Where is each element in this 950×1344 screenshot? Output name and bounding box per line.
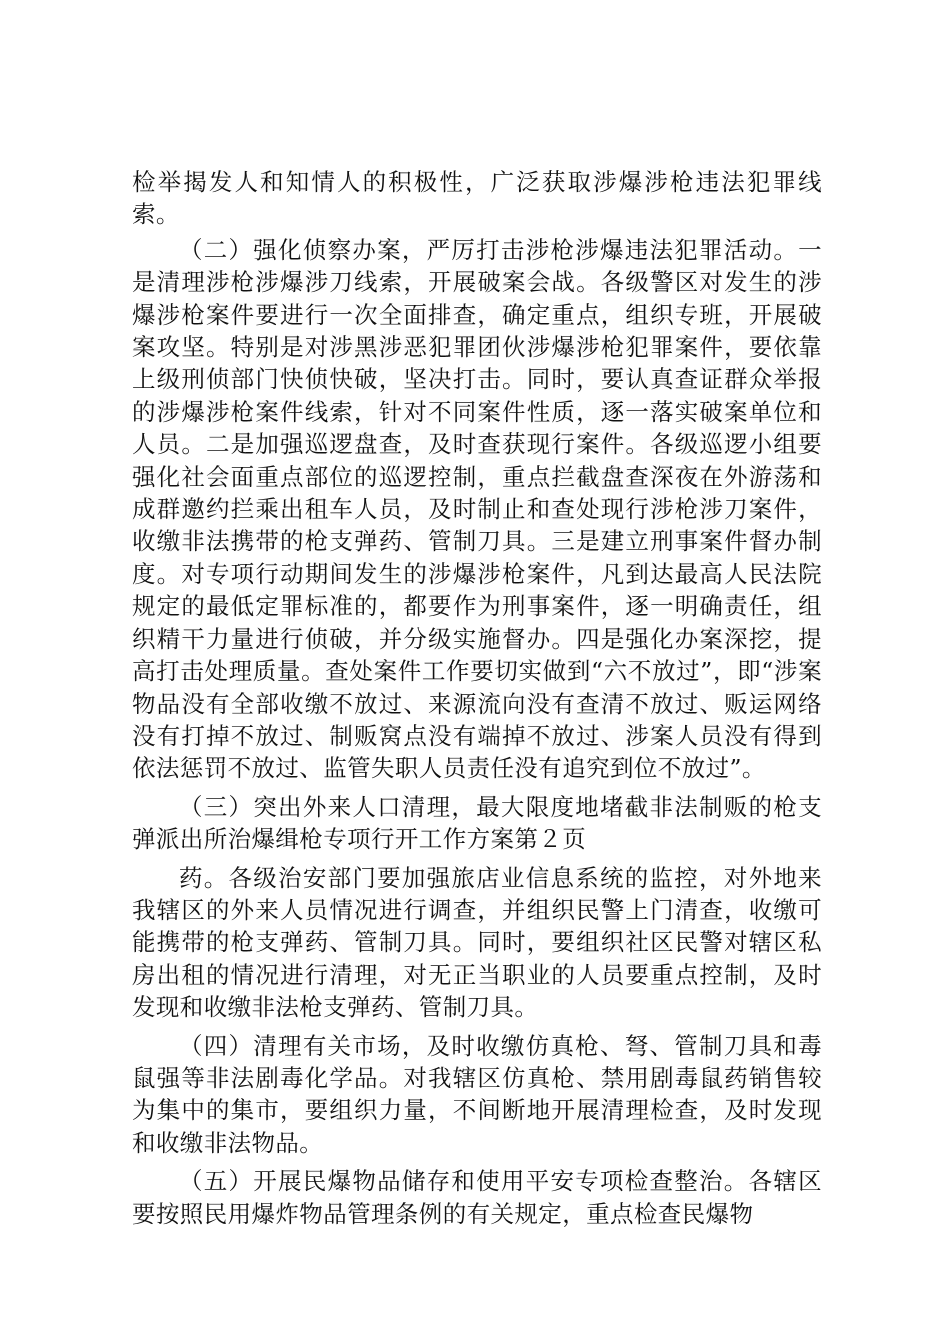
paragraph-5: （四）清理有关市场，及时收缴仿真枪、弩、管制刀具和毒鼠强等非法剧毒化学品。对我辖区仿真枪、禁用剧毒鼠药销售较为集中的集市，要组织力量，不间断地开展清理检查，及时发现和收缴非法物品。 — [132, 1031, 822, 1157]
paragraph-6: （五）开展民爆物品储存和使用平安专项检查整治。各辖区要按照民用爆炸物品管理条例的有关规定，重点检查民爆物 — [132, 1167, 822, 1228]
paragraph-2: （二）强化侦察办案，严厉打击涉枪涉爆违法犯罪活动。一是清理涉枪涉爆涉刀线索，开展破案会战。各级警区对发生的涉爆涉枪案件要进行一次全面排查，确定重点，组织专班，开展破案攻坚。特别是对涉黑涉恶犯罪团伙涉爆涉枪犯罪案件，要依靠上级刑侦部门快侦快破，坚决打击。同时，要认真查证群众举报的涉爆涉枪案件线索，针对不同案件性质，逐一落实破案单位和人员。二是加强巡逻盘查，及时查获现行案件。各级巡逻小组要强化社会面重点部位的巡逻控制，重点拦截盘查深夜在外游荡和成群邀约拦乘出租车人员，及时制止和查处现行涉枪涉刀案件，收缴非法携带的枪支弹药、管制刀具。三是建立刑事案件督办制度。对专项行动期间发生的涉爆涉枪案件，凡到达最高人民法院规定的最低定罪标准的，都要作为刑事案件，逐一明确责任，组织精干力量进行侦破，并分级实施督办。四是强化办案深挖，提高打击处理质量。查处案件工作要切实做到“六不放过”，即“涉案物品没有全部收缴不放过、来源流向没有查清不放过、贩运网络没有打掉不放过、制贩窝点没有端掉不放过、涉案人员没有得到依法惩罚不放过、监管失职人员责任没有追究到位不放过”。 — [132, 235, 822, 783]
paragraph-1: 检举揭发人和知情人的积极性，广泛获取涉爆涉枪违法犯罪线索。 — [132, 168, 822, 229]
document-body — [132, 166, 822, 1230]
paragraph-3: （三）突出外来人口清理，最大限度地堵截非法制贩的枪支弹派出所治爆缉枪专项行开工作方案第２页 — [132, 792, 822, 854]
paragraph-4: 药。各级治安部门要加强旅店业信息系统的监控，对外地来我辖区的外来人员情况进行调查，并组织民警上门清查，收缴可能携带的枪支弹药、管制刀具。同时，要组织社区民警对辖区私房出租的情况进行清理，对无正当职业的人员要重点控制，及时发现和收缴非法枪支弹药、管制刀具。 — [132, 863, 822, 1022]
